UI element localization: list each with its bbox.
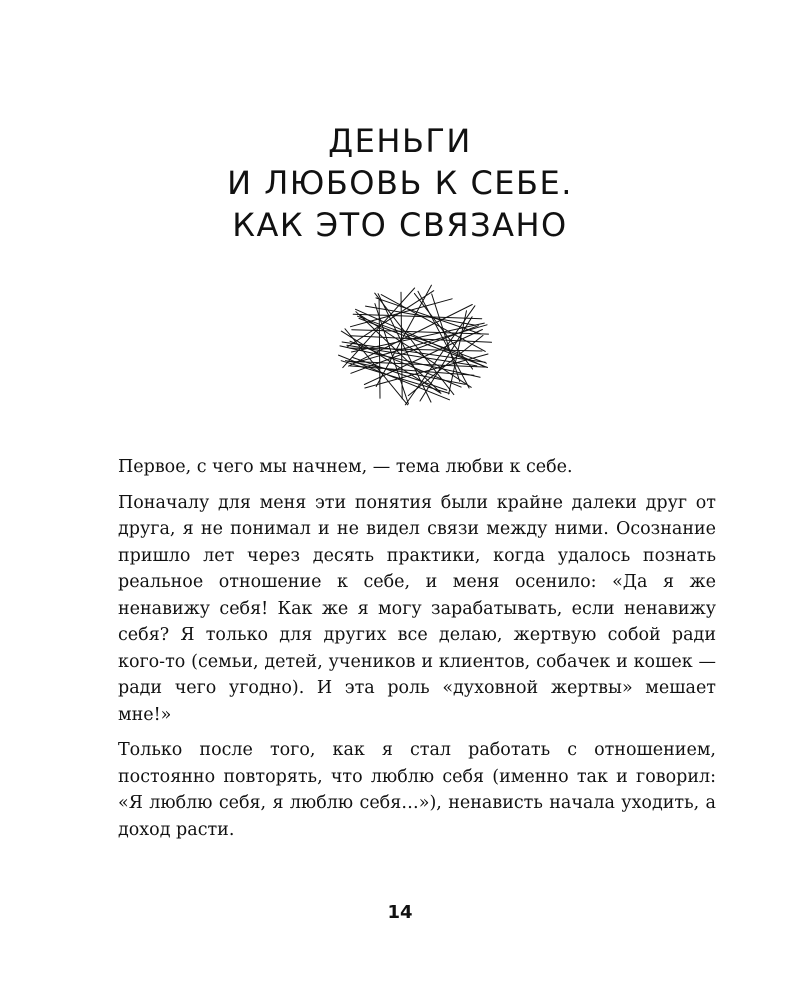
- chapter-title-line: И ЛЮБОВЬ К СЕБЕ.: [227, 164, 573, 202]
- paragraph: Первое, с чего мы начнем, — тема любви к себе.: [118, 457, 573, 477]
- body-text: [118, 454, 716, 852]
- paragraph: Поначалу для меня эти понятия были крайне далеки друг от друга, я не понимал и не видел связи между ними. Осознание пришло лет через десять практики, когда удалось познать реальное отношение к себе, и меня осенило: «Да я же ненавижу себя! Как же я могу зарабатывать, если ненавижу себя? Я только для других все делаю, жертвую собой ради кого-то (семьи, детей, учеников и клиентов, собачек и кошек — ради чего угодно). И эта роль «духовной жертвы» мешает мне!»: [118, 492, 716, 725]
- radiating-lines-burst-icon: [335, 283, 495, 413]
- chapter-title: [0, 120, 800, 246]
- chapter-title-line: ДЕНЬГИ: [328, 122, 472, 160]
- chapter-title-line: КАК ЭТО СВЯЗАНО: [232, 206, 568, 244]
- page-number: 14: [387, 902, 413, 923]
- paragraph: Только после того, как я стал работать с отношением, постоянно повторять, что люблю себя (именно так и говорил: «Я люблю себя, я люблю себя…»), ненависть начала уходить, а доход расти.: [118, 740, 716, 840]
- ornament-stroke: [359, 318, 488, 367]
